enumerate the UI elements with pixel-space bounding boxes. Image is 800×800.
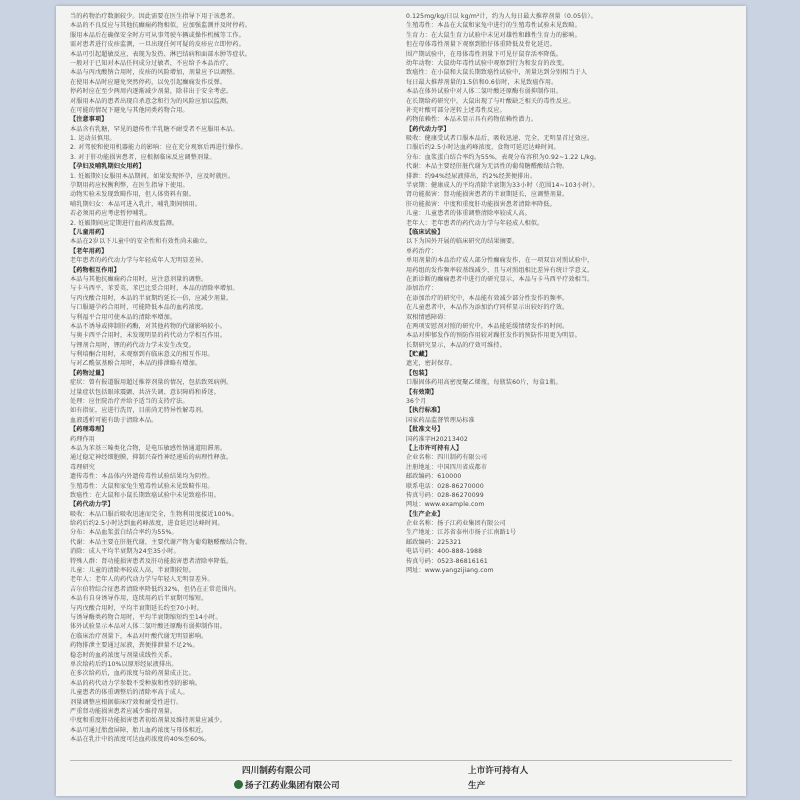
text-line: 处理：应住院治疗并给予适当的支持疗法。 bbox=[70, 398, 189, 406]
text-line: 本品在体外试验中对人体二氢叶酸还原酶有弱抑制作用。 bbox=[406, 88, 563, 96]
text-line bbox=[406, 632, 736, 641]
text-line: 36个月 bbox=[406, 398, 427, 406]
text-line: 传真号码：028-86270099 bbox=[406, 491, 484, 499]
text-line: 本品有自身诱导作用，连续用药后半衰期可缩短。 bbox=[70, 595, 208, 603]
text-line: 中度和重度肝功能损害患者初始剂量及维持剂量应减少。 bbox=[70, 717, 227, 725]
text-line: 与锂剂合用时，锂的药代动力学未发生改变。 bbox=[70, 341, 195, 349]
text-line: 老年人：老年人的药代动力学与年轻人无明显差异。 bbox=[70, 576, 214, 584]
text-line: 遮光，密封保存。 bbox=[406, 360, 456, 368]
text-line: 吸收：健康受试者口服本品后，吸收迅速、完全，无明显首过效应。 bbox=[406, 135, 594, 143]
text-line: 0.125mg/kg/日以 kg/m²计，约为人每日最大推荐剂量（0.05倍）。 bbox=[406, 13, 597, 20]
text-line: 消除：成人平均半衰期为24至35小时。 bbox=[70, 548, 180, 556]
text-line: 毒理研究 bbox=[70, 463, 95, 471]
text-line: 当的药物治疗数据较少。因此需要在医生指导下用于该患者。 bbox=[70, 13, 239, 20]
text-line: 企业名称：四川制药有限公司 bbox=[406, 454, 488, 462]
text-line: 肾功能损害：肾功能损害患者的半衰期延长，应调整剂量。 bbox=[406, 191, 569, 199]
text-line: 注册地址：中国四川省成都市 bbox=[406, 463, 488, 471]
text-line: 生殖毒性：本品在大鼠和家兔中进行的生殖毒性试验未见致畸。 bbox=[406, 22, 581, 30]
text-line: 与对乙酰氨基酚合用时，本品的排泄略有增加。 bbox=[70, 360, 202, 368]
text-line: 补充叶酸可部分逆转上述毒性反应。 bbox=[406, 106, 506, 114]
text-line: 在儿童患者中，本品作为添加治疗同样显示出较好的疗效。 bbox=[406, 304, 569, 312]
text-line: 症状：曾有报道服用超过推荐剂量的情况，包括致死病例。 bbox=[70, 379, 233, 387]
text-line bbox=[406, 707, 736, 716]
text-line: 【儿童用药】 bbox=[70, 228, 108, 236]
text-line: 生产地址：江苏省泰州市扬子江南路1号 bbox=[406, 529, 517, 537]
text-line: 【贮藏】 bbox=[406, 351, 431, 359]
text-line: 儿童：儿童患者的体重调整清除率较成人高。 bbox=[406, 210, 531, 218]
text-line: 需对患者进行皮疹监测，一旦出现任何可疑的皮疹应立即停药。 bbox=[70, 41, 245, 49]
text-line: 添加治疗： bbox=[406, 285, 438, 293]
text-line: 与丙戊酸合用时，本品的半衰期约延长一倍，应减少剂量。 bbox=[70, 294, 233, 302]
text-line: 以下为国外开展的临床研究的结果摘要。 bbox=[406, 238, 519, 246]
text-line: 邮政编码：225321 bbox=[406, 538, 462, 546]
text-line: 如有指征，应进行洗胃，目前尚无特异性解毒剂。 bbox=[70, 407, 208, 415]
text-line: 1. 妊娠期妇女服用本品期间，如果发现怀孕，应及时就医。 bbox=[70, 172, 235, 180]
text-line: 2. 对驾驶和使用机器能力的影响：应在充分观察后再进行操作。 bbox=[70, 144, 247, 152]
text-line: 过量症状包括眼球震颤、共济失调、意识障碍和昏迷。 bbox=[70, 388, 220, 396]
text-line: 剂量调整应根据临床疗效和耐受性进行。 bbox=[70, 698, 183, 706]
text-line: 分布：血浆蛋白结合率约为55%，表观分布容积为0.92~1.22 L/kg。 bbox=[406, 153, 601, 161]
text-line: 儿童：儿童的清除率较成人高，半衰期较短。 bbox=[70, 567, 195, 575]
text-line: 遗传毒性：本品体内外遗传毒性试验结果均为阴性。 bbox=[70, 473, 214, 481]
text-line: 企业名称：扬子江药业集团有限公司 bbox=[406, 520, 506, 528]
text-line: 国药准字H20213402 bbox=[406, 435, 468, 443]
text-line bbox=[406, 585, 736, 594]
text-line bbox=[406, 688, 736, 697]
text-line: 在临床治疗剂量下，本品对叶酸代谢无明显影响。 bbox=[70, 632, 208, 640]
text-line: 本品可通过胎盘屏障，胎儿血药浓度与母体相近。 bbox=[70, 726, 208, 734]
company-logo-icon bbox=[234, 780, 243, 789]
text-line: 【包装】 bbox=[406, 369, 431, 377]
text-line bbox=[406, 660, 736, 669]
footer-manufacturer bbox=[232, 779, 340, 791]
text-line: 停药时应在至少两周内逐渐减少剂量，除非出于安全考虑。 bbox=[70, 88, 233, 96]
text-line: 生殖毒性：大鼠和家兔生殖毒性试验未见致畸作用。 bbox=[70, 482, 214, 490]
text-line: 吉尔伯特综合征患者清除率降低约32%，但仍在正常范围内。 bbox=[70, 585, 241, 593]
text-line: 与奥卡西平合用时，未发现明显的药代动力学相互作用。 bbox=[70, 332, 227, 340]
text-line bbox=[406, 613, 736, 622]
text-line: 幼年动物：大鼠幼年毒性试验中观察到行为和发育的改变。 bbox=[406, 59, 569, 67]
right-text-column bbox=[406, 12, 736, 760]
text-line: 与丙戊酸合用时，平均半衰期延长约至70小时。 bbox=[70, 604, 203, 612]
text-line bbox=[406, 651, 736, 660]
text-line: 与利福平合用可使本品的清除率增加。 bbox=[70, 313, 177, 321]
text-line: 单用剂量的本品治疗成人部分性癫痫发作，在一项双盲对照试验中， bbox=[406, 257, 594, 265]
text-line: 致癌性：在小鼠和大鼠长期致癌性试验中，剂量达到分别相当于人 bbox=[406, 69, 588, 77]
text-line: 网址：www.yangzijiang.com bbox=[406, 567, 494, 575]
text-line: 每日最大推荐剂量的1.5倍和0.6倍时，未见致癌作用。 bbox=[406, 78, 558, 86]
text-line: 【药代动力学】 bbox=[406, 125, 450, 133]
text-line: 服用本品后在确保安全时方可从事驾驶车辆或操作机械等工作。 bbox=[70, 31, 245, 39]
text-line: 动物实验未发现致畸作用，但人体资料有限。 bbox=[70, 191, 195, 199]
text-line: 本品与丙戊酸钠合用时，皮疹的风险增加，剂量应予以调整。 bbox=[70, 69, 239, 77]
text-line: 通过稳定神经细胞膜，抑制兴奋性神经递质的病理性释放。 bbox=[70, 454, 233, 462]
footer-manufacturer-name: 扬子江药业集团有限公司 bbox=[245, 781, 340, 791]
text-line: 致癌性：在大鼠和小鼠长期致癌试验中未见致癌作用。 bbox=[70, 491, 220, 499]
text-line bbox=[406, 604, 736, 613]
text-line: 单药治疗： bbox=[406, 247, 438, 255]
text-line: 【批准文号】 bbox=[406, 426, 444, 434]
text-line: 本品在乳汁中的浓度可达血药浓度的40%至60%。 bbox=[70, 736, 211, 744]
text-line: 本品可引起超敏反应，表现为发热、淋巴结病和面部水肿等症状。 bbox=[70, 50, 252, 58]
text-line: 本品对抑郁发作的预防作用较对躁狂发作的预防作用更为明显。 bbox=[406, 332, 581, 340]
text-line: 国家药品监督管理局标准 bbox=[406, 416, 475, 424]
text-line: 【生产企业】 bbox=[406, 510, 444, 518]
text-line: 联系电话：028-86270000 bbox=[406, 482, 484, 490]
text-line: 【执行标准】 bbox=[406, 407, 444, 415]
text-line: 传真号码：0523-86816161 bbox=[406, 557, 488, 565]
text-line: 【注意事项】 bbox=[70, 116, 108, 124]
text-line: 与利培酮合用时，未观察到有临床意义的相互作用。 bbox=[70, 351, 214, 359]
text-line: 【上市许可持有人】 bbox=[406, 444, 463, 452]
text-line: 特殊人群：肾功能损害患者及肝功能损害患者清除率降低。 bbox=[70, 557, 233, 565]
text-line: 本品为苯基三嗪类化合物，是电压敏感性钠通道阻滞剂。 bbox=[70, 444, 227, 452]
text-line: 分布：本品血浆蛋白结合率约为55%。 bbox=[70, 529, 178, 537]
text-line: 老年人：老年患者的药代动力学与年轻成人相似。 bbox=[406, 219, 544, 227]
footer-producer-label: 生产 bbox=[468, 781, 486, 791]
text-line: 给药后约2.5小时达到血药峰浓度，进食延迟达峰时间。 bbox=[70, 520, 224, 528]
text-line: 在添加治疗的研究中，本品能有效减少部分性发作的频率。 bbox=[406, 294, 569, 302]
text-line: 本品含有乳糖，罕见的遗传性半乳糖不耐受者不应服用本品。 bbox=[70, 125, 239, 133]
footer bbox=[56, 762, 746, 792]
text-line: 稳态时的血药浓度与剂量成线性关系。 bbox=[70, 651, 177, 659]
text-line: 半衰期：健康成人的平均消除半衰期为33小时（范围14~103小时）。 bbox=[406, 182, 599, 190]
text-line: 本品在2岁以下儿童中的安全性和有效性尚未确立。 bbox=[70, 238, 212, 246]
text-line: 口服固体药用高密度聚乙烯瓶，每瓶装60片，每盒1瓶。 bbox=[406, 379, 562, 387]
text-line: 药理作用 bbox=[70, 435, 95, 443]
text-line: 与卡马西平、苯妥英、苯巴比妥合用时，本品的清除率增加。 bbox=[70, 285, 239, 293]
text-line: 1. 运动员慎用。 bbox=[70, 135, 116, 143]
text-line: 口服后约2.5小时达血药峰浓度，食物可延迟达峰时间。 bbox=[406, 144, 560, 152]
text-line: 本品与其他抗癫痫药合用时，应注意剂量的调整。 bbox=[70, 275, 208, 283]
text-line: 血液透析可能有助于清除本品。 bbox=[70, 416, 158, 424]
text-line: 【药物相互作用】 bbox=[70, 266, 120, 274]
text-line: 排泄：约94%经尿液排出，约2%经粪便排出。 bbox=[406, 172, 537, 180]
package-insert-sheet bbox=[56, 6, 746, 796]
text-line: 若必须用药应考虑暂停哺乳。 bbox=[70, 210, 152, 218]
text-line: 长期研究显示，本品的疗效可维持。 bbox=[406, 341, 506, 349]
footer-company-name: 四川制药有限公司 bbox=[242, 766, 311, 776]
text-line: 在可能的情况下避免与其他同类药物合用。 bbox=[70, 106, 189, 114]
text-line: 【药代动力学】 bbox=[70, 501, 114, 509]
footer-license-holder-label: 上市许可持有人 bbox=[468, 766, 529, 776]
text-line bbox=[406, 669, 736, 678]
text-line: 严重肾功能损害患者应减少维持剂量。 bbox=[70, 707, 177, 715]
text-line: 与口服避孕药合用时，可能降低本品的血药浓度。 bbox=[70, 304, 208, 312]
text-line: 网址：www.example.com bbox=[406, 501, 485, 509]
text-line bbox=[406, 594, 736, 603]
text-line: 【老年用药】 bbox=[70, 247, 108, 255]
text-line: 但在母体毒性剂量下观察到胎仔体重降低及骨化延迟。 bbox=[406, 41, 556, 49]
text-line: 一般对于已知对本品任何成分过敏者，不应给予本品治疗。 bbox=[70, 59, 233, 67]
text-line: 单次给药后约10%以原形经尿液排出。 bbox=[70, 660, 178, 668]
text-line: 用药组的发作频率较基线减少，且与对照组相比差异有统计学意义。 bbox=[406, 266, 594, 274]
text-line: 孕期用药应权衡利弊，在医生指导下使用。 bbox=[70, 182, 189, 190]
text-line: 本品不诱导或抑制肝药酶，对其他药物的代谢影响较小。 bbox=[70, 322, 227, 330]
text-line bbox=[406, 575, 736, 584]
text-line: 【有效期】 bbox=[406, 388, 438, 396]
text-line: 老年患者的药代动力学与年轻成年人无明显差异。 bbox=[70, 257, 208, 265]
text-line bbox=[406, 679, 736, 688]
text-line: 在多次给药后，血药浓度与给药剂量成正比。 bbox=[70, 670, 195, 678]
text-line: 代谢：本品主要经肝脏代谢为无活性的葡萄糖醛酸结合物。 bbox=[406, 163, 569, 171]
text-line bbox=[406, 716, 736, 725]
text-line: 肝功能损害：中度和重度肝功能损害患者清除率降低。 bbox=[406, 200, 556, 208]
text-line: 【药理毒理】 bbox=[70, 426, 108, 434]
text-line: 吸收：本品口服后吸收迅速而完全，生物利用度接近100%。 bbox=[70, 510, 238, 518]
text-line: 【临床试验】 bbox=[406, 228, 444, 236]
text-line bbox=[406, 641, 736, 650]
text-line bbox=[406, 698, 736, 707]
text-line: 体外试验显示本品对人体二氢叶酸还原酶有弱抑制作用。 bbox=[70, 623, 227, 631]
text-line: 3. 对于肝功能损害患者，应根据临床反应调整剂量。 bbox=[70, 153, 216, 161]
text-line: 在长期给药研究中，大鼠出现了与叶酸缺乏相关的毒性反应。 bbox=[406, 97, 575, 105]
text-line: 邮政编码：610000 bbox=[406, 473, 462, 481]
left-text-column bbox=[70, 12, 400, 760]
text-line: 本品的不良反应与其他抗癫痫药物相似，应加强监测并及时停药。 bbox=[70, 22, 252, 30]
text-line: 【孕妇及哺乳期妇女用药】 bbox=[70, 163, 145, 171]
text-line: 药物排泄主要通过尿液，粪便排泄量不足2%。 bbox=[70, 642, 199, 650]
text-line: 【药物过量】 bbox=[70, 369, 108, 377]
text-line: 生育力：在大鼠生育力试验中未见对雄性和雌性生育力的影响。 bbox=[406, 31, 581, 39]
text-line: 电话号码：400-888-1988 bbox=[406, 548, 483, 556]
text-line: 哺乳期妇女：本品可进入乳汁，哺乳期间慎用。 bbox=[70, 200, 202, 208]
text-line bbox=[406, 622, 736, 631]
footer-divider bbox=[70, 760, 732, 761]
text-line: 在两项安慰剂对照的研究中，本品能延缓情绪发作的时间。 bbox=[406, 322, 569, 330]
text-line: 在使用本品时应避免突然停药，以免引起癫痫发作反弹。 bbox=[70, 78, 227, 86]
text-line: 围产期试验中，在母体毒性剂量下可见仔鼠存活率降低。 bbox=[406, 50, 563, 58]
text-line: 对服用本品的患者出现自杀意念和行为的风险应加以监测。 bbox=[70, 97, 233, 105]
text-line: 代谢：本品主要在肝脏代谢，主要代谢产物为葡萄糖醛酸结合物。 bbox=[70, 538, 252, 546]
text-line: 儿童患者的体重调整后的清除率高于成人。 bbox=[70, 689, 189, 697]
text-line: 与诱导酶类药物合用时，平均半衰期缩短约至14小时。 bbox=[70, 614, 222, 621]
text-line: 本品的药代动力学参数不受种族和性别的影响。 bbox=[70, 679, 202, 687]
text-line: 2. 妊娠期间应定期进行血药浓度监测。 bbox=[70, 219, 179, 227]
text-line: 药物依赖性：本品未显示具有药物依赖性潜力。 bbox=[406, 116, 538, 124]
text-line: 在新诊断的癫痫患者中进行的研究显示，本品与卡马西平疗效相当。 bbox=[406, 275, 594, 283]
text-line: 双相情感障碍： bbox=[406, 313, 450, 321]
